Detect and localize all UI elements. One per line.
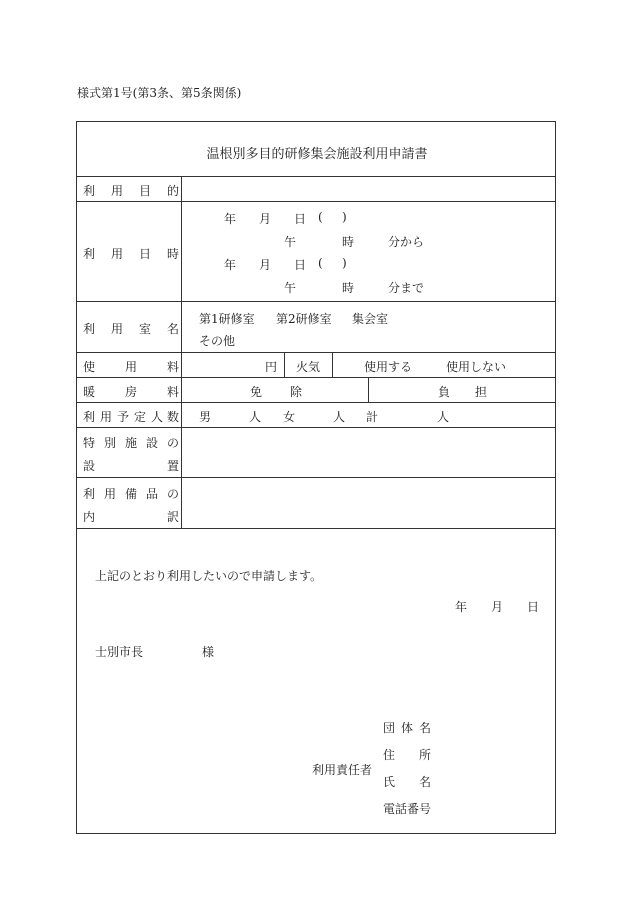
fire-use-option[interactable]: 使用する bbox=[364, 360, 413, 374]
from-day: 日 bbox=[294, 212, 307, 226]
addressee-name: 士別市長 bbox=[95, 645, 144, 659]
people-field[interactable]: 男 人 女 人 計 人 bbox=[199, 410, 450, 424]
room-option-2[interactable]: 第2研修室 bbox=[276, 312, 332, 326]
from-year: 年 bbox=[224, 212, 237, 226]
to-minute: 分まで bbox=[388, 281, 425, 295]
fire-no-use-option[interactable]: 使用しない bbox=[446, 360, 507, 374]
declaration-text: 上記のとおり利用したいので申請します。 bbox=[95, 569, 323, 583]
fee-divider bbox=[284, 352, 285, 377]
from-month: 月 bbox=[259, 212, 272, 226]
to-year: 年 bbox=[224, 258, 237, 272]
male-label: 男 bbox=[199, 410, 212, 424]
form-number: 様式第1号(第3条、第5条関係) bbox=[77, 86, 242, 100]
page: 様式第1号(第3条、第5条関係) 温根別多目的研修集会施設利用申請書 利 用 目 的 利 用 日 時 利 用 室 名 使 用 料 暖 房 料 利 用 予 定 人 数 特 別 施 設 の 設 置 利 用 備 品 の 内 訳 年 月 日 ( ) 午 時 分から 年 月 日 ( ) 午 時 分まで 第1研修室 第2研修室 集会室 その他 円 火気 使用する 使用しない 免 除 負 担 男 人 女 人 計 人 上記のとおり利用したいので申請します。 年 月 日 士別市長 様 利用責任者 団 体 名 住 所 氏 名 電話番号 bbox=[0, 0, 630, 915]
form-title: 温根別多目的研修集会施設利用申請書 bbox=[206, 147, 428, 162]
to-ampm: 午 bbox=[284, 281, 297, 295]
fire-label: 火気 bbox=[296, 360, 321, 374]
equipment-field[interactable] bbox=[182, 478, 555, 528]
special-facility-field[interactable] bbox=[182, 428, 555, 477]
row-divider bbox=[76, 352, 556, 353]
room-option-1[interactable]: 第1研修室 bbox=[199, 312, 255, 326]
total-label: 計 bbox=[366, 410, 379, 424]
female-label: 女 bbox=[283, 410, 296, 424]
row-divider bbox=[76, 377, 556, 378]
to-month: 月 bbox=[259, 258, 272, 272]
yen-unit: 円 bbox=[265, 360, 278, 374]
datetime-field[interactable]: 年 月 日 ( ) 午 時 分から 年 月 日 ( ) 午 時 分まで bbox=[224, 210, 425, 295]
from-ampm: 午 bbox=[284, 235, 297, 249]
to-hour: 時 bbox=[342, 281, 355, 295]
room-option-hall[interactable]: 集会室 bbox=[352, 312, 389, 326]
to-day: 日 bbox=[294, 258, 307, 272]
row-divider bbox=[76, 528, 556, 529]
heating-divider bbox=[368, 377, 369, 402]
responsible-person-label: 利用責任者 bbox=[312, 763, 373, 777]
phone-field[interactable]: 電話番号 bbox=[383, 802, 432, 816]
fire-divider bbox=[332, 352, 333, 377]
from-hour: 時 bbox=[342, 235, 355, 249]
room-option-other[interactable]: その他 bbox=[199, 334, 236, 348]
room-field bbox=[182, 302, 555, 352]
addressee-honorific: 様 bbox=[202, 645, 215, 659]
purpose-field[interactable] bbox=[182, 177, 555, 201]
from-minute: 分から bbox=[388, 235, 425, 249]
fee-amount-field[interactable] bbox=[182, 353, 284, 377]
